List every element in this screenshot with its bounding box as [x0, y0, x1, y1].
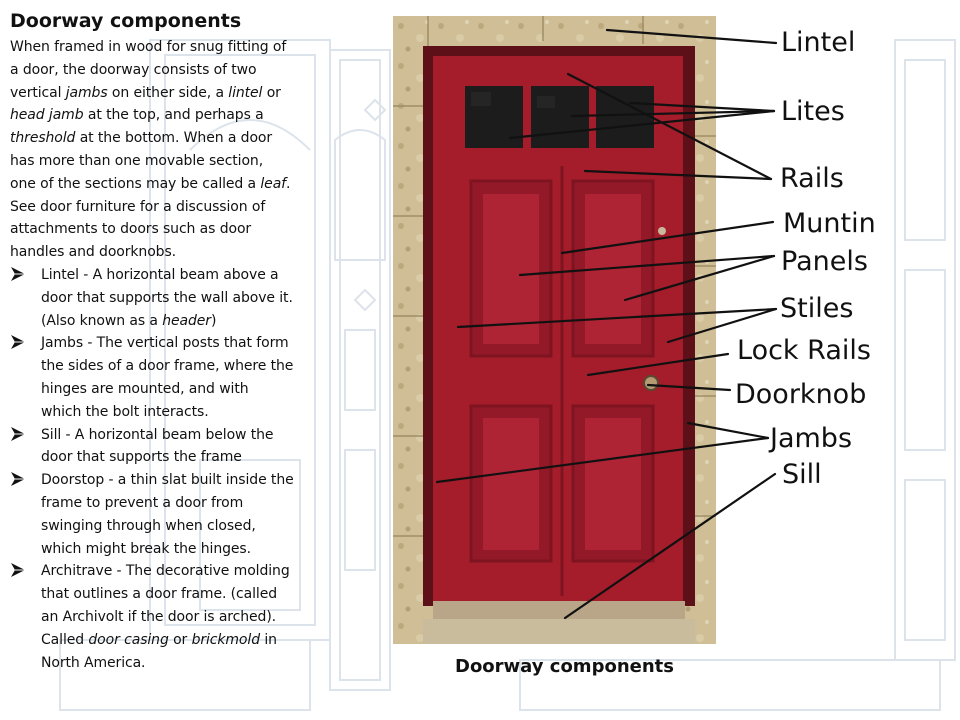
arrowhead-bullet-icon: [10, 266, 26, 282]
definition-item: [10, 332, 320, 423]
italic-term: brickmold: [191, 631, 260, 648]
text-run: Jambs - The vertical posts that form: [41, 335, 289, 352]
text-run: at the bottom. When a door: [75, 130, 273, 147]
italic-term: jambs: [65, 84, 108, 101]
text-run: attachments to doors such as door: [10, 221, 252, 238]
text-line: [41, 515, 320, 538]
text-run: an Archivolt if the door is arched).: [41, 608, 277, 625]
label-muntin: Muntin: [783, 208, 876, 239]
text-line: [41, 355, 320, 378]
italic-term: lintel: [228, 84, 263, 101]
text-line: [10, 196, 320, 219]
text-run: North America.: [41, 654, 146, 671]
text-run: which might break the hinges.: [41, 540, 251, 557]
label-lintel: Lintel: [781, 27, 856, 58]
arrowhead-bullet-icon: [10, 334, 26, 350]
text-line: [10, 104, 320, 127]
text-line: [41, 310, 320, 333]
label-stiles: Stiles: [780, 293, 854, 324]
label-panels: Panels: [781, 246, 868, 277]
label-jambs: Jambs: [770, 423, 853, 454]
italic-term: threshold: [10, 130, 76, 147]
text-line: [41, 606, 320, 629]
text-run: When framed in wood for snug fitting of: [10, 39, 287, 55]
text-line: [41, 332, 320, 355]
text-run: Called: [41, 631, 89, 648]
text-line: [10, 127, 320, 150]
text-run: which the bolt interacts.: [41, 403, 209, 420]
text-run: See door furniture for a discussion of: [10, 198, 266, 215]
text-run: swinging through when closed,: [41, 517, 256, 534]
text-line: [41, 492, 320, 515]
text-run: Doorstop - a thin slat built inside the: [41, 472, 294, 489]
italic-term: header: [162, 312, 211, 329]
definition-list: [10, 264, 320, 674]
text-run: Lintel - A horizontal beam above a: [41, 266, 279, 283]
text-line: [10, 59, 320, 82]
text-run: ): [210, 312, 217, 329]
figure-caption: Doorway components: [455, 656, 674, 677]
label-lites: Lites: [781, 96, 845, 127]
text-line: [41, 264, 320, 287]
text-run: Sill - A horizontal beam below the: [41, 426, 274, 443]
text-run: the sides of a door frame, where the: [41, 358, 294, 375]
text-run: (Also known as a: [41, 312, 163, 329]
text-run: Architrave - The decorative molding: [41, 563, 290, 580]
text-line: [10, 36, 320, 59]
text-run: a door, the doorway consists of two: [10, 61, 257, 78]
text-run: on either side, a: [107, 84, 229, 101]
text-run: hinges are mounted, and with: [41, 380, 249, 397]
text-run: or: [168, 631, 192, 648]
label-lock-rails: Lock Rails: [737, 335, 871, 366]
text-run: frame to prevent a door from: [41, 494, 244, 511]
definition-item: [10, 264, 320, 332]
text-line: [41, 652, 320, 675]
text-line: [41, 538, 320, 561]
text-line: [41, 378, 320, 401]
text-line: [10, 150, 320, 173]
text-line: [41, 629, 320, 652]
label-doorknob: Doorknob: [735, 379, 867, 410]
text-line: [41, 287, 320, 310]
text-run: handles and doorknobs.: [10, 244, 176, 261]
text-line: [10, 82, 320, 105]
section-heading: Doorway components: [10, 10, 242, 32]
italic-term: door casing: [88, 631, 169, 648]
label-sill: Sill: [782, 459, 822, 490]
text-run: at the top, and perhaps a: [83, 107, 264, 124]
text-line: [41, 401, 320, 424]
definition-item: [10, 560, 320, 674]
definition-item: [10, 424, 320, 470]
text-run: door that supports the wall above it.: [41, 289, 293, 306]
text-run: vertical: [10, 84, 66, 101]
italic-term: leaf: [260, 175, 287, 192]
text-line: [41, 583, 320, 606]
definition-item: [10, 469, 320, 560]
text-run: door that supports the frame: [41, 449, 242, 466]
arrowhead-bullet-icon: [10, 471, 26, 487]
description-column: [10, 8, 320, 674]
arrowhead-bullet-icon: [10, 562, 26, 578]
text-line: [10, 173, 320, 196]
text-run: has more than one movable section,: [10, 152, 264, 169]
label-rails: Rails: [780, 163, 844, 194]
text-line: [10, 218, 320, 241]
text-run: one of the sections may be called a: [10, 175, 261, 192]
text-line: [41, 446, 320, 469]
text-line: [41, 560, 320, 583]
text-run: that outlines a door frame. (called: [41, 586, 278, 603]
intro-paragraph: [10, 36, 320, 264]
arrowhead-bullet-icon: [10, 426, 26, 442]
italic-term: head jamb: [10, 107, 84, 124]
text-line: [41, 424, 320, 447]
text-run: .: [286, 175, 291, 192]
door-photo: [393, 16, 716, 644]
text-run: in: [259, 631, 277, 648]
text-run: or: [262, 84, 281, 101]
text-line: [10, 241, 320, 264]
text-line: [41, 469, 320, 492]
